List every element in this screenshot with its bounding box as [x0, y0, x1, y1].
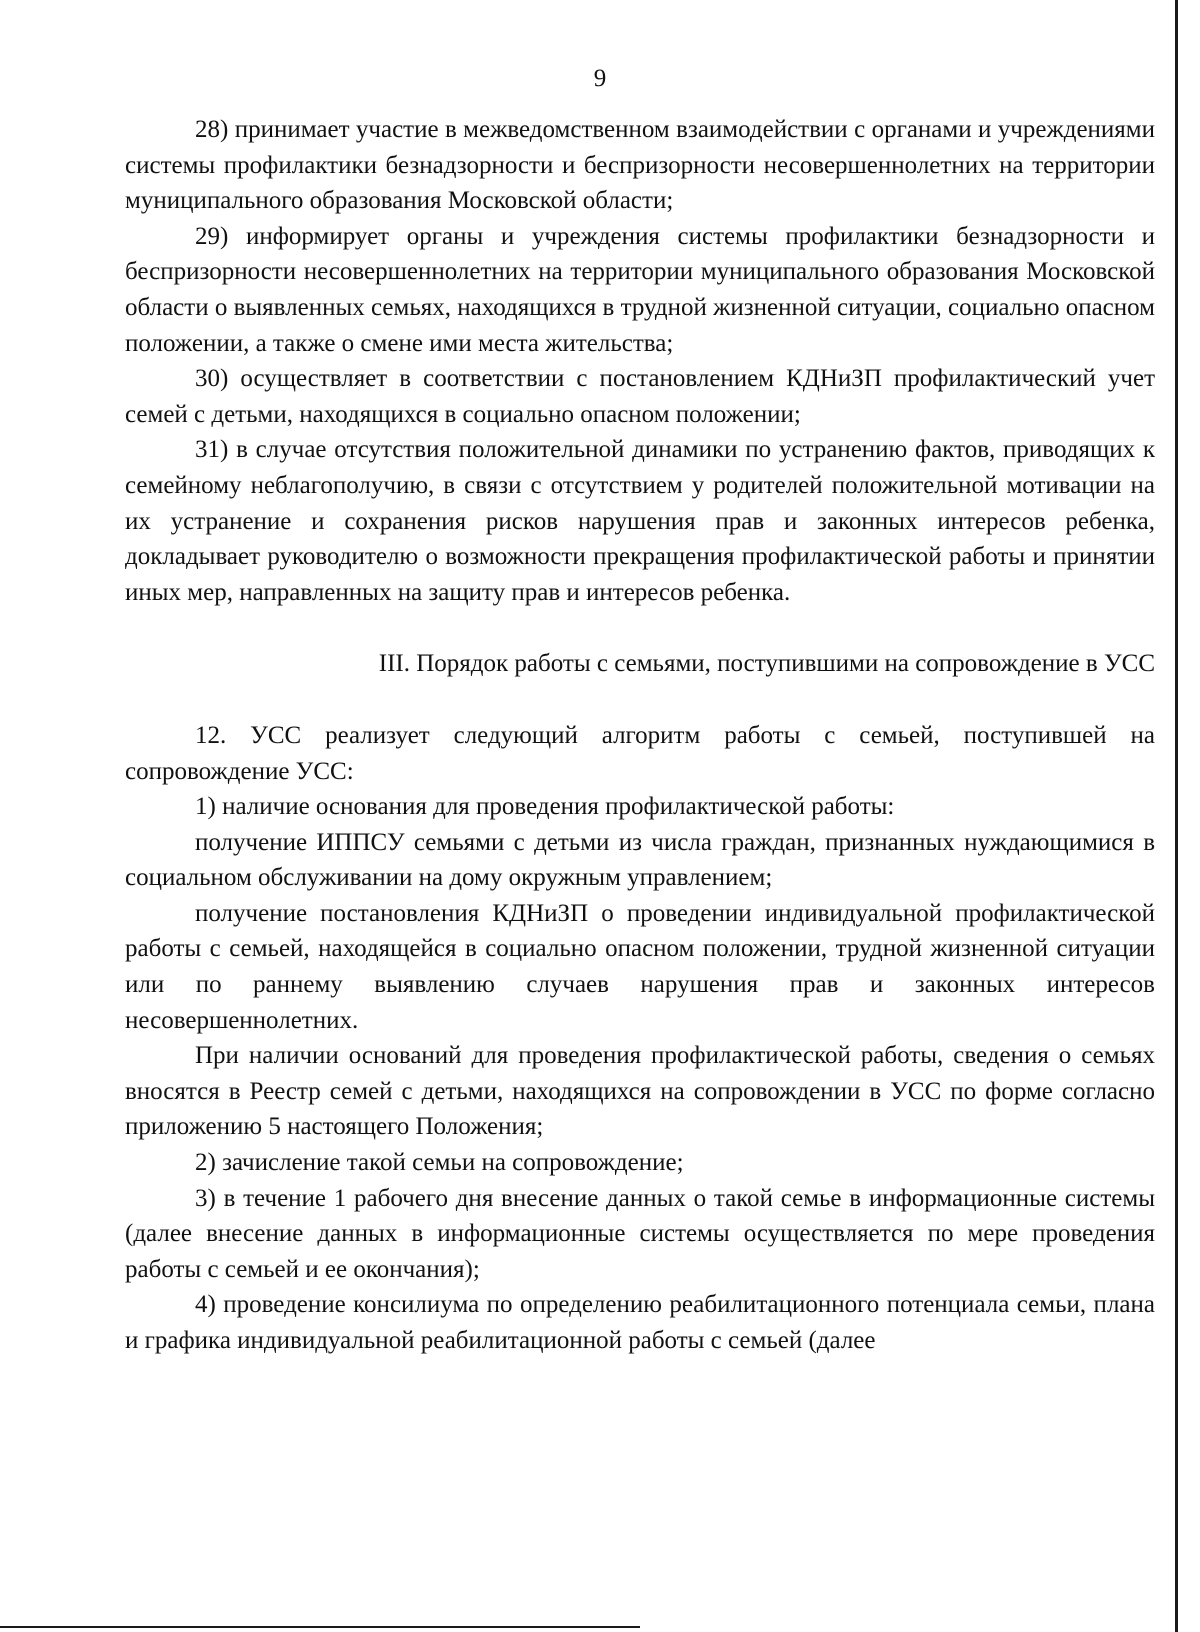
document-body	[125, 112, 1155, 1359]
paragraph-registry: При наличии оснований для проведения профилактической работы, сведения о семьях вносятся в Реестр семей с детьми, находящихся на сопровождении в УСС по форме согласно приложению 5 настоящего Положения;	[125, 1042, 1155, 1141]
paragraph-item-28: 28) принимает участие в межведомственном взаимодействии с органами и учреждениями системы профилактики безнадзорности и беспризорности несовершеннолетних на территории муниципального образования Московской области;	[125, 116, 1155, 215]
scan-border-right	[1175, 0, 1178, 1632]
section-heading: III. Порядок работы с семьями, поступившими на сопровождение в УСС	[378, 650, 1155, 678]
paragraph-ippsu: получение ИППСУ семьями с детьми из числа граждан, признанных нуждающимися в социальном обслуживании на дому окружным управлением;	[125, 828, 1155, 892]
scan-border-bottom	[0, 1626, 640, 1628]
paragraph-kdnizp-resolution: получение постановления КДНиЗП о проведении индивидуальной профилактической работы с семьей, находящейся в социально опасном положении, трудной жизненной ситуации или по раннему выявлению случаев нарушения прав и законных интересов несовершеннолетних.	[125, 899, 1155, 1034]
paragraph-step-4: 4) проведение консилиума по определению реабилитационного потенциала семьи, плана и графика индивидуальной реабилитационной работы с семьей (далее	[125, 1291, 1155, 1354]
paragraph-clause-12: 12. УСС реализует следующий алгоритм работы с семьей, поступившей на сопровождение УСС:	[125, 721, 1155, 785]
paragraph-step-1: 1) наличие основания для проведения профилактической работы:	[195, 793, 895, 821]
page-number: 9	[593, 65, 607, 92]
paragraph-item-30: 30) осуществляет в соответствии с постановлением КДНиЗП профилактический учет семей с детьми, находящихся в социально опасном положении;	[125, 365, 1155, 428]
paragraph-step-2: 2) зачисление такой семьи на сопровождение;	[195, 1149, 684, 1177]
paragraph-step-3: 3) в течение 1 рабочего дня внесение данных о такой семье в информационные системы (далее внесение данных в информационные системы осуществляется по мере проведения работы с семьей и ее окончания);	[125, 1184, 1155, 1283]
paragraph-item-29: 29) информирует органы и учреждения системы профилактики безнадзорности и беспризорности несовершеннолетних на территории муниципального образования Московской области о выявленных семьях, находящихся в трудной жизненной ситуации, социально опасном положении, а также о смене ими места жительства;	[125, 222, 1155, 357]
paragraph-item-31: 31) в случае отсутствия положительной динамики по устранению фактов, приводящих к семейному неблагополучию, в связи с отсутствием у родителей положительной мотивации на их устранение и сохранения рисков нарушения прав и законных интересов ребенка, докладывает руководителю о возможности прекращения профилактической работы и принятии иных мер, направленных на защиту прав и интересов ребенка.	[125, 436, 1155, 606]
